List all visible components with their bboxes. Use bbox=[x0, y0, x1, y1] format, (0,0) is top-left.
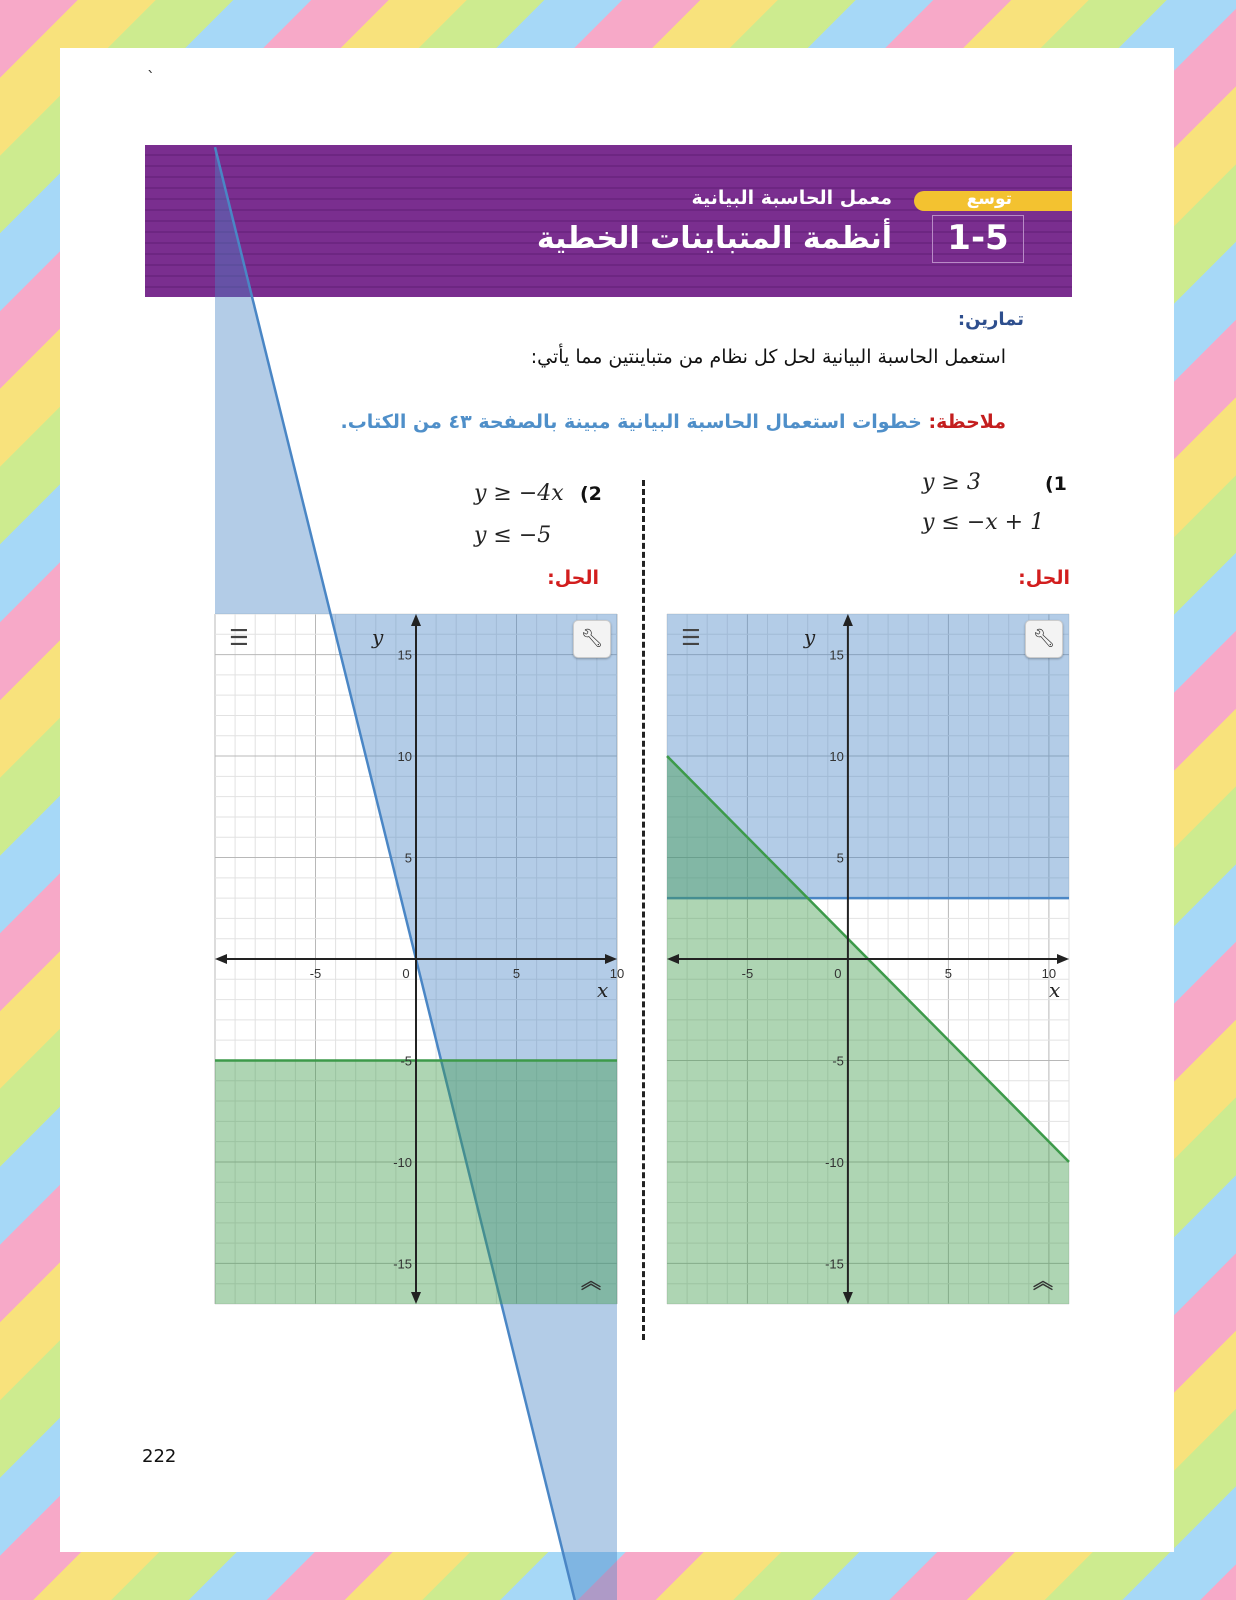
x-axis-label: x bbox=[1049, 978, 1061, 1002]
badge-label: توسع bbox=[966, 189, 1012, 209]
problem-1-inequality-1: y ≥ 3 bbox=[922, 470, 981, 495]
x-axis-arrow-left bbox=[215, 954, 227, 964]
problem-1-solution-label: الحل: bbox=[1018, 567, 1070, 589]
problem-2-solution-label: الحل: bbox=[547, 567, 599, 589]
page-number: 222 bbox=[142, 1446, 177, 1467]
y-tick-label: -5 bbox=[400, 1053, 412, 1069]
worksheet-page bbox=[60, 48, 1174, 1552]
x-tick-label: 5 bbox=[944, 966, 953, 981]
x-tick-label: 10 bbox=[609, 966, 625, 981]
note bbox=[341, 411, 1007, 433]
problem-1-number: (1 bbox=[1045, 473, 1067, 495]
menu-icon[interactable]: ☰ bbox=[681, 626, 701, 651]
graph-problem-2[interactable] bbox=[215, 614, 625, 1304]
x-tick-label: 0 bbox=[834, 966, 842, 981]
y-tick-label: 15 bbox=[397, 647, 412, 663]
lesson-banner bbox=[145, 145, 1072, 297]
y-axis-label: y bbox=[372, 625, 384, 649]
lesson-title: أنظمة المتباينات الخطية bbox=[536, 221, 892, 256]
lab-subtitle: معمل الحاسبة البيانية bbox=[691, 187, 892, 209]
note-text: خطوات استعمال الحاسبة البيانية مبينة بالصفحة ٤٣ من الكتاب. bbox=[340, 411, 929, 433]
graph-2-canvas bbox=[215, 614, 625, 1304]
graph-1-canvas bbox=[667, 614, 1069, 1304]
y-tick-label: -10 bbox=[825, 1154, 844, 1170]
x-tick-label: 10 bbox=[1041, 966, 1057, 981]
problem-2-inequality-1: y ≥ −4x bbox=[474, 481, 564, 506]
exercises-heading: تمارين: bbox=[957, 309, 1024, 330]
column-divider bbox=[642, 480, 645, 1340]
y-tick-label: 5 bbox=[404, 850, 412, 866]
x-tick-label: 5 bbox=[512, 966, 521, 981]
y-tick-label: -15 bbox=[825, 1256, 844, 1272]
x-axis-arrow-right bbox=[1057, 954, 1069, 964]
y-tick-label: -10 bbox=[393, 1154, 412, 1170]
y-tick-label: 5 bbox=[836, 850, 844, 866]
instruction-text: استعمل الحاسبة البيانية لحل كل نظام من متباينتين مما يأتي: bbox=[530, 346, 1006, 368]
y-tick-label: -5 bbox=[832, 1053, 844, 1069]
extension-badge bbox=[914, 191, 1072, 211]
menu-icon[interactable]: ☰ bbox=[229, 626, 249, 651]
problem-2-inequality-2: y ≤ −5 bbox=[474, 523, 552, 548]
y-tick-label: 10 bbox=[829, 749, 844, 765]
x-tick-label: 0 bbox=[402, 966, 410, 981]
wrench-icon[interactable]: 🔧︎ bbox=[573, 620, 611, 658]
problem-2-number: (2 bbox=[580, 483, 602, 505]
lesson-number: 1-5 bbox=[947, 218, 1009, 258]
x-axis-label: x bbox=[597, 978, 609, 1002]
y-tick-label: 10 bbox=[397, 749, 412, 765]
x-tick-label: -5 bbox=[741, 966, 754, 981]
collapse-up-icon[interactable]: ︽ bbox=[581, 1269, 601, 1293]
lesson-number-box bbox=[932, 215, 1024, 263]
y-axis-label: y bbox=[803, 625, 816, 649]
wrench-icon[interactable]: 🔧︎ bbox=[1025, 620, 1063, 658]
graph-problem-1[interactable] bbox=[667, 614, 1069, 1304]
problem-1-inequality-2: y ≤ −x + 1 bbox=[922, 510, 1045, 535]
collapse-up-icon[interactable]: ︽ bbox=[1033, 1269, 1053, 1293]
page-mark: ` bbox=[147, 68, 155, 87]
x-tick-label: -5 bbox=[309, 966, 322, 981]
y-tick-label: 15 bbox=[829, 647, 844, 663]
y-tick-label: -15 bbox=[393, 1256, 412, 1272]
note-label: ملاحظة: bbox=[928, 411, 1006, 433]
